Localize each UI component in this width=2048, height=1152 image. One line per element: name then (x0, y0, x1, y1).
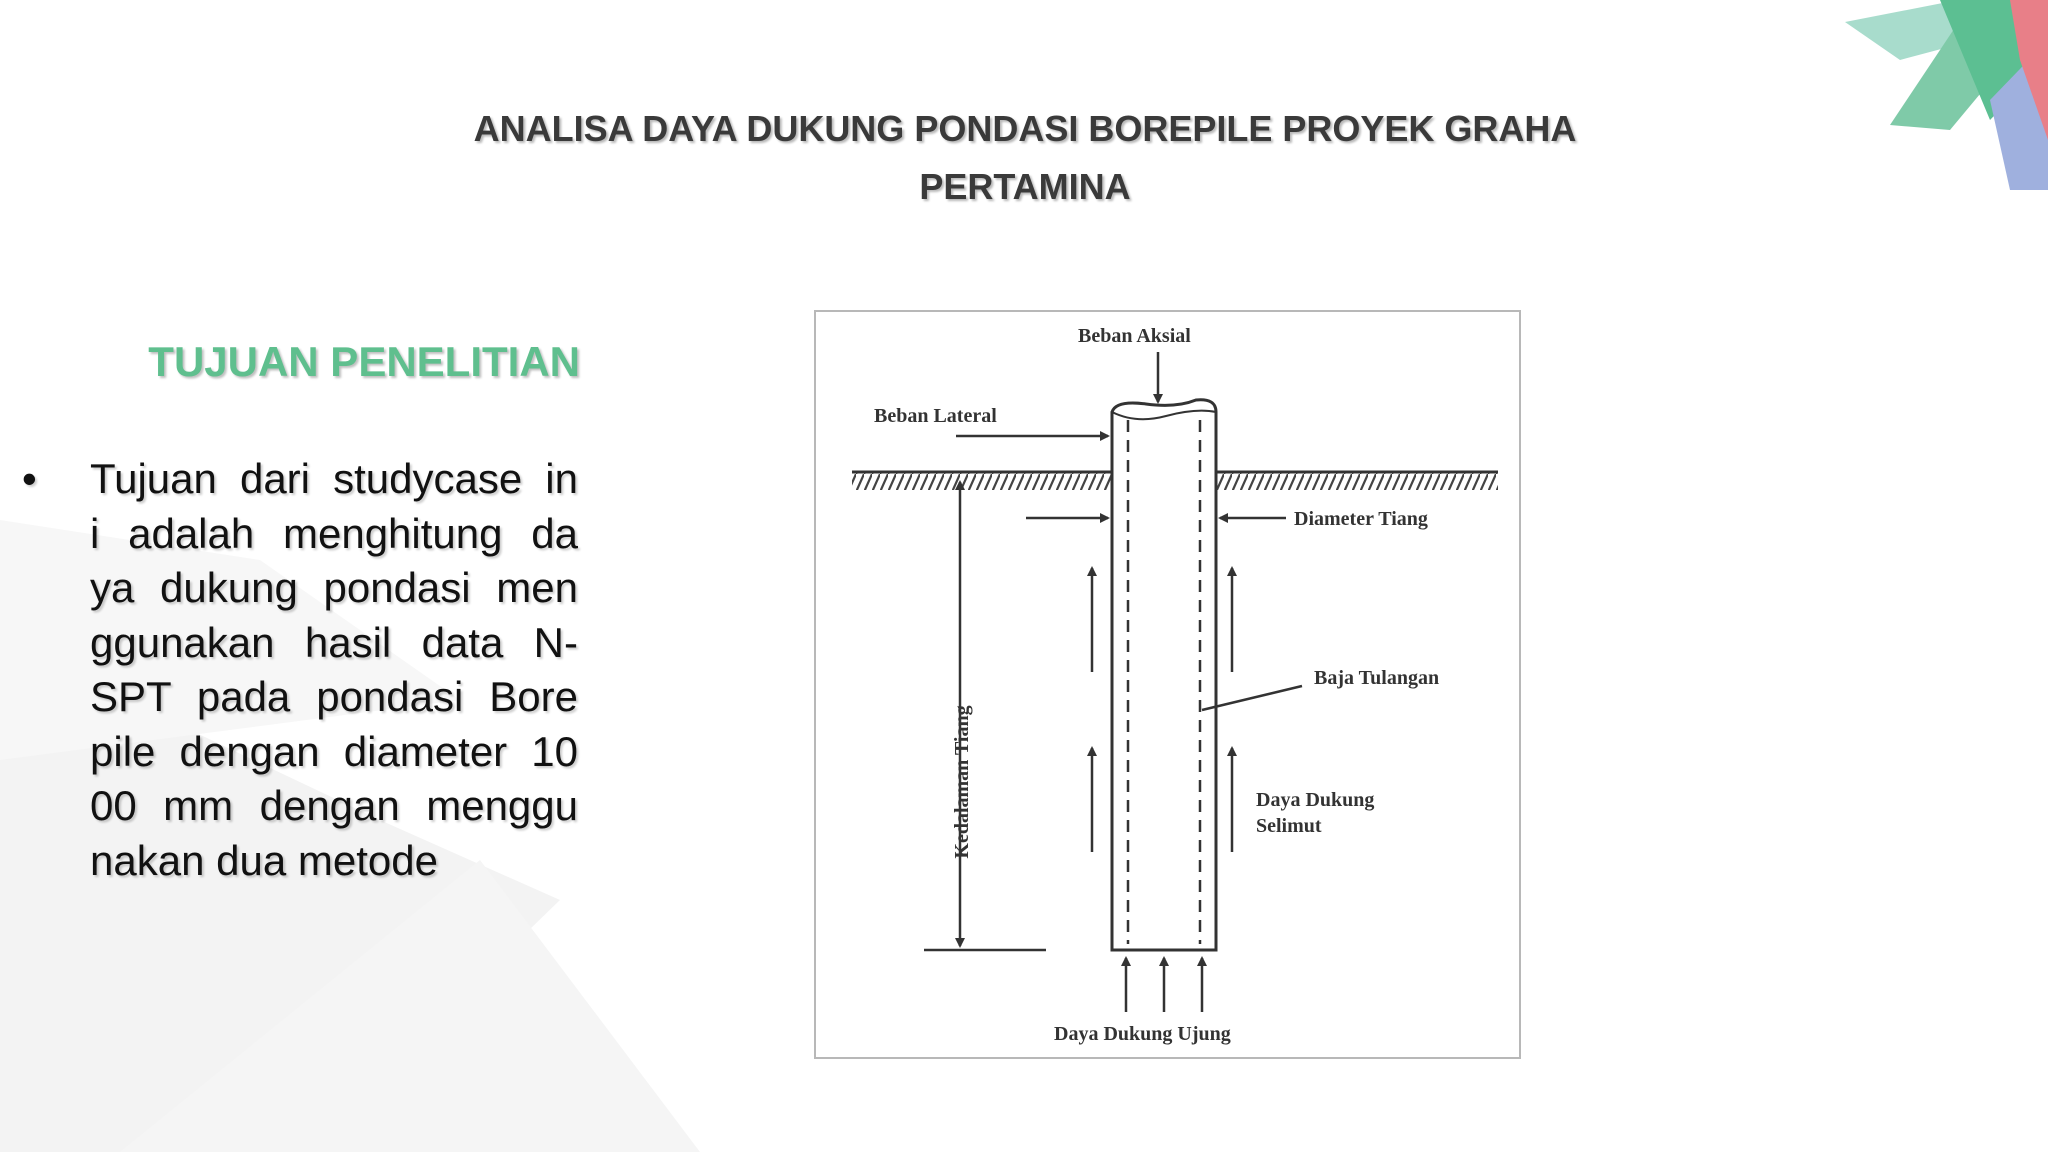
kedalaman-tiang-label: Kedalaman Tiang (951, 705, 973, 859)
bullet-line: i adalah menghitung da (90, 509, 578, 557)
end-bearing-arrows (1126, 958, 1202, 1012)
daya-dukung-selimut-label-2: Selimut (1256, 815, 1322, 837)
pile-body (1112, 400, 1216, 950)
baja-tulangan-label: Baja Tulangan (1314, 667, 1440, 689)
section-heading: TUJUAN PENELITIAN (148, 338, 580, 385)
beban-aksial-label: Beban Aksial (1078, 325, 1191, 347)
beban-lateral-label: Beban Lateral (874, 405, 997, 427)
bullet-line: Tujuan dari studycase in (90, 455, 578, 502)
bullet-line: SPT pada pondasi Bore (90, 673, 578, 720)
bullet-line: 00 mm dengan menggu (90, 782, 578, 829)
title-line-2: PERTAMINA (919, 166, 1131, 207)
bullet-text (90, 452, 578, 888)
bullet-marker: • (22, 455, 37, 502)
corner-logo-shapes (1845, 0, 2048, 190)
bullet-line: ggunakan hasil data N- (90, 618, 578, 666)
bullet-line: pile dengan diameter 10 (90, 727, 578, 775)
title-line-1: ANALISA DAYA DUKUNG PONDASI BOREPILE PROYEK GRAHA (473, 108, 1577, 149)
daya-dukung-selimut-label-1: Daya Dukung (1256, 789, 1375, 811)
pile-diagram (816, 312, 1519, 1057)
bullet-line: ya dukung pondasi men (90, 564, 578, 611)
bullet-line: nakan dua metode (90, 836, 438, 884)
pile-diagram-figure (814, 310, 1521, 1059)
daya-dukung-ujung-label: Daya Dukung Ujung (1054, 1023, 1231, 1045)
diameter-tiang-label: Diameter Tiang (1294, 508, 1428, 530)
slide-title (330, 100, 1720, 216)
bullet-item (18, 452, 578, 888)
